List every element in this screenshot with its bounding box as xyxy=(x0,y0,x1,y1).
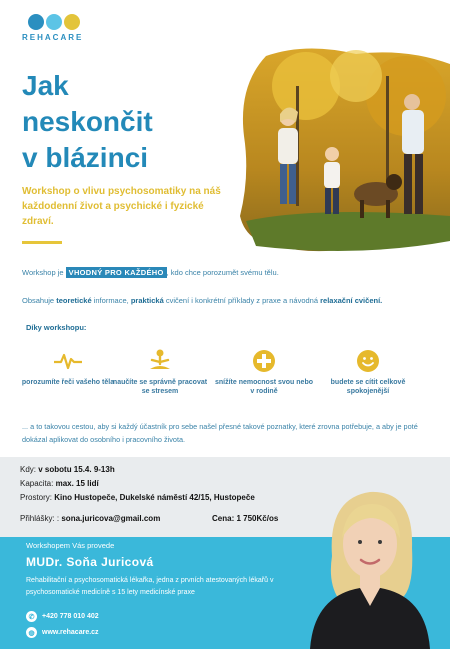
intro-line xyxy=(22,268,279,277)
title-line-2: neskončit xyxy=(22,106,153,137)
host-intro: Workshopem Vás provede xyxy=(26,541,115,550)
benefit-text: porozumíte řeči vašeho těla xyxy=(21,379,115,386)
phone-number: +420 778 010 402 xyxy=(42,613,99,620)
title-line-3: v blázinci xyxy=(22,142,149,173)
place-label: Prostory: xyxy=(20,493,53,502)
content-bold-3: relaxační cvičení. xyxy=(320,296,383,305)
logo-text: REHACARE xyxy=(22,33,84,42)
when-label: Kdy: xyxy=(20,465,37,474)
smile-icon xyxy=(318,348,418,374)
subtitle: Workshop o vlivu psychosomatiky na náš každodenní život a psychické i fyzické zdraví. xyxy=(22,186,221,227)
host-portrait xyxy=(290,478,450,649)
benefit-text: budete se cítit celkově spokojenější xyxy=(330,379,406,395)
content-text-1: Obsahuje xyxy=(22,296,57,305)
family-running-photo xyxy=(236,46,450,258)
info-place xyxy=(20,493,255,502)
signup-email[interactable]: sona.juricova@gmail.com xyxy=(61,514,161,523)
meditation-icon xyxy=(110,348,210,374)
globe-icon: ◍ xyxy=(26,627,37,638)
benefits-heading: Díky workshopu: xyxy=(26,323,87,332)
benefit-text: naučíte se správně pracovat se stresem xyxy=(112,379,208,395)
info-signup xyxy=(20,514,160,523)
place-value: Kino Hustopeče, Dukelské náměstí 42/15, Hustopeče xyxy=(54,493,255,502)
info-price xyxy=(212,514,278,523)
benefit-text: snížíte nemocnost svou nebo v rodině xyxy=(214,379,313,395)
web-address: www.rehacare.cz xyxy=(42,629,99,636)
content-line xyxy=(22,296,382,305)
rehacare-logo xyxy=(22,14,92,42)
closing-paragraph: ... a to takovou cestou, aby si každý účastník pro sebe našel přesné takové poznatky, které zrovna potřebuje, a aby je poté dokázal aplikovat do osobního i pracovního života. xyxy=(22,422,418,444)
intro-prefix: Workshop je xyxy=(22,268,64,277)
benefit-item xyxy=(18,348,118,387)
price-value: 1 750Kč/os xyxy=(236,514,279,523)
host-web[interactable] xyxy=(26,627,99,638)
divider xyxy=(22,241,62,244)
capacity-value: max. 15 lidí xyxy=(55,479,99,488)
content-text-3: cvičení i konkrétní příklady z praxe a návodná xyxy=(163,296,321,305)
host-description: Rehabilitační a psychosomatická lékařka, jedna z prvních atestovaných lékařů v psychosomatické medicíně s 15 lety medicínské praxe xyxy=(26,577,274,596)
logo-circle-yellow-icon xyxy=(64,14,80,30)
price-label: Cena: xyxy=(212,514,235,523)
logo-circle-blue-icon xyxy=(28,14,44,30)
page-title xyxy=(22,68,242,176)
benefit-item xyxy=(318,348,418,396)
info-when xyxy=(20,465,115,474)
medical-cross-icon xyxy=(214,348,314,374)
phone-icon: ✆ xyxy=(26,611,37,622)
intro-highlight: VHODNÝ PRO KAŽDÉHO xyxy=(66,267,167,278)
signup-label: Přihlášky: : xyxy=(20,514,60,523)
when-value: v sobotu 15.4. 9-13h xyxy=(38,465,115,474)
content-bold-2: praktická xyxy=(130,296,164,305)
benefit-item xyxy=(110,348,210,396)
heartbeat-icon xyxy=(18,348,118,374)
capacity-label: Kapacita: xyxy=(20,479,54,488)
benefit-item xyxy=(214,348,314,396)
intro-suffix: , kdo chce porozumět svému tělu. xyxy=(166,268,279,277)
content-text-2: informace, xyxy=(91,296,131,305)
host-name: MUDr. Soňa Juricová xyxy=(26,555,154,569)
title-line-1: Jak xyxy=(22,70,69,101)
info-capacity xyxy=(20,479,99,488)
logo-icons xyxy=(22,14,92,30)
content-bold-1: teoretické xyxy=(56,296,92,305)
logo-circle-lightblue-icon xyxy=(46,14,62,30)
host-phone[interactable] xyxy=(26,611,99,622)
